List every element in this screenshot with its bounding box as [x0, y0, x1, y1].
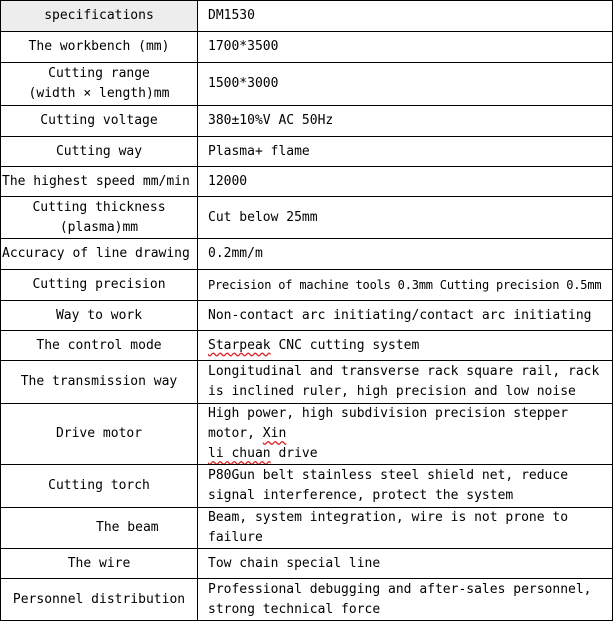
row-value: 0.2mm/m	[198, 239, 613, 270]
row-label: The transmission way	[1, 361, 198, 404]
row-value: 380±10%V AC 50Hz	[198, 106, 613, 137]
row-label: The beam	[1, 508, 198, 549]
header-label: specifications	[1, 1, 198, 32]
row-value: P80Gun belt stainless steel shield net, reduce signal interference, protect the system	[198, 465, 613, 508]
row-value	[198, 404, 613, 465]
row-label: Cutting torch	[1, 465, 198, 508]
table-row	[1, 361, 613, 404]
row-value: 1700*3500	[198, 32, 613, 63]
table-row	[1, 137, 613, 167]
row-label: The highest speed mm/min	[1, 167, 198, 197]
row-value: 12000	[198, 167, 613, 197]
row-value: 1500*3000	[198, 63, 613, 106]
table-row	[1, 301, 613, 331]
row-label: Cutting voltage	[1, 106, 198, 137]
row-label: The wire	[1, 549, 198, 579]
row-label-line: (width × length)mm	[28, 86, 170, 101]
row-value: Professional debugging and after-sales personnel, strong technical force	[198, 579, 613, 621]
row-value-text: CNC cutting system	[270, 337, 420, 353]
table-row	[1, 331, 613, 361]
row-value: Tow chain special line	[198, 549, 613, 579]
row-value: Cut below 25mm	[198, 197, 613, 239]
row-label: The control mode	[1, 331, 198, 361]
table-row	[1, 106, 613, 137]
row-label-line: Cutting range	[48, 66, 150, 81]
row-label: Accuracy of line drawing	[1, 239, 198, 270]
table-row	[1, 579, 613, 621]
row-value-text: High power, high subdivision precision stepper motor,	[208, 406, 569, 441]
table-row	[1, 63, 613, 106]
row-value: Longitudinal and transverse rack square rail, rack is inclined ruler, high precision and low noise	[198, 361, 613, 404]
table-row	[1, 404, 613, 465]
table-row	[1, 549, 613, 579]
row-label: Drive motor	[1, 404, 198, 465]
table-row	[1, 32, 613, 63]
row-value: Non-contact arc initiating/contact arc initiating	[198, 301, 613, 331]
table-header-row	[1, 1, 613, 32]
row-value	[198, 331, 613, 361]
row-value: Plasma+ flame	[198, 137, 613, 167]
table-row	[1, 465, 613, 508]
row-value-brand: li chuan	[208, 446, 271, 461]
row-value-text: drive	[270, 446, 318, 461]
row-label: Cutting precision	[1, 270, 198, 301]
header-model: DM1530	[198, 1, 613, 32]
row-label-line: (plasma)mm	[59, 219, 139, 235]
table-row	[1, 197, 613, 239]
row-label	[1, 63, 198, 106]
row-label: Cutting way	[1, 137, 198, 167]
row-value-brand: Xin	[262, 426, 287, 441]
row-value: Precision of machine tools 0.3mm Cutting precision 0.5mm	[198, 270, 613, 301]
table-row	[1, 508, 613, 549]
table-row	[1, 167, 613, 197]
table-row	[1, 239, 613, 270]
row-label-line: Cutting thickness	[32, 199, 166, 215]
row-value-brand: Starpeak	[208, 337, 271, 353]
row-label	[1, 197, 198, 239]
row-label: The workbench (mm)	[1, 32, 198, 63]
row-label: Personnel distribution	[1, 579, 198, 621]
table-row	[1, 270, 613, 301]
row-label: Way to work	[1, 301, 198, 331]
row-value: Beam, system integration, wire is not prone to failure	[198, 508, 613, 549]
